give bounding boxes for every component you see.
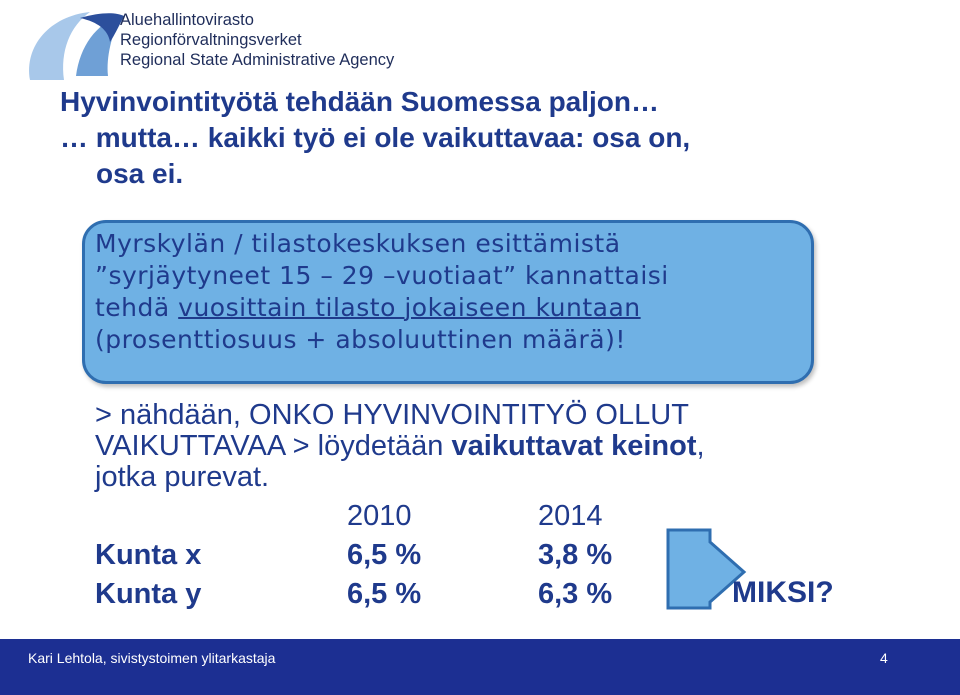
body-line-1: > nähdään, ONKO HYVINVOINTITYÖ OLLUT — [95, 399, 689, 431]
value-kunta-y-2010: 6,5 % — [347, 578, 422, 610]
body-line-2-end: , — [696, 430, 705, 462]
title-line-2: … mutta… kaikki työ ei ole vaikuttavaa: osa on, — [60, 122, 691, 153]
value-kunta-y-2014: 6,3 % — [538, 578, 613, 610]
agency-logo — [20, 6, 130, 86]
row-label-kunta-x: Kunta x — [95, 539, 202, 571]
body-emphasis: vaikuttavat keinot — [451, 430, 697, 462]
row-label-kunta-y: Kunta y — [95, 578, 202, 610]
callout-line-4: (prosenttiosuus + absoluuttinen määrä)! — [95, 325, 626, 354]
callout-text — [95, 228, 669, 356]
callout-line-3 — [95, 292, 669, 324]
title-line-3: osa ei. — [96, 158, 184, 189]
miksi-label: MIKSI? — [732, 576, 834, 609]
title-line-1: Hyvinvointityötä tehdään Suomessa paljon… — [60, 86, 660, 117]
value-kunta-x-2010: 6,5 % — [347, 539, 422, 571]
agency-name — [120, 10, 394, 70]
footer-bar — [0, 639, 960, 695]
body-line-2 — [95, 431, 705, 462]
callout-underlined-text: vuosittain tilasto jokaiseen kuntaan — [178, 293, 641, 322]
agency-name-fi: Aluehallintovirasto — [120, 11, 254, 29]
header-2010: 2010 — [347, 500, 412, 532]
slide-title — [60, 84, 690, 192]
body-line-3: jotka purevat. — [95, 461, 270, 493]
value-kunta-x-2014: 3,8 % — [538, 539, 613, 571]
header-2014: 2014 — [538, 500, 603, 532]
page-number: 4 — [880, 650, 888, 666]
callout-line-3-prefix: tehdä — [95, 293, 179, 322]
footer-author: Kari Lehtola, sivistystoimen ylitarkastaja — [28, 650, 276, 666]
agency-name-en: Regional State Administrative Agency — [120, 51, 395, 69]
body-line-2-start: VAIKUTTAVAA > löydetään — [95, 430, 452, 462]
callout-line-1: Myrskylän / tilastokeskuksen esittämistä — [95, 229, 621, 258]
body-paragraph — [95, 400, 705, 493]
agency-name-sv: Regionförvaltningsverket — [120, 31, 302, 49]
callout-line-2: ”syrjäytyneet 15 – 29 –vuotiaat” kannattaisi — [95, 261, 669, 290]
